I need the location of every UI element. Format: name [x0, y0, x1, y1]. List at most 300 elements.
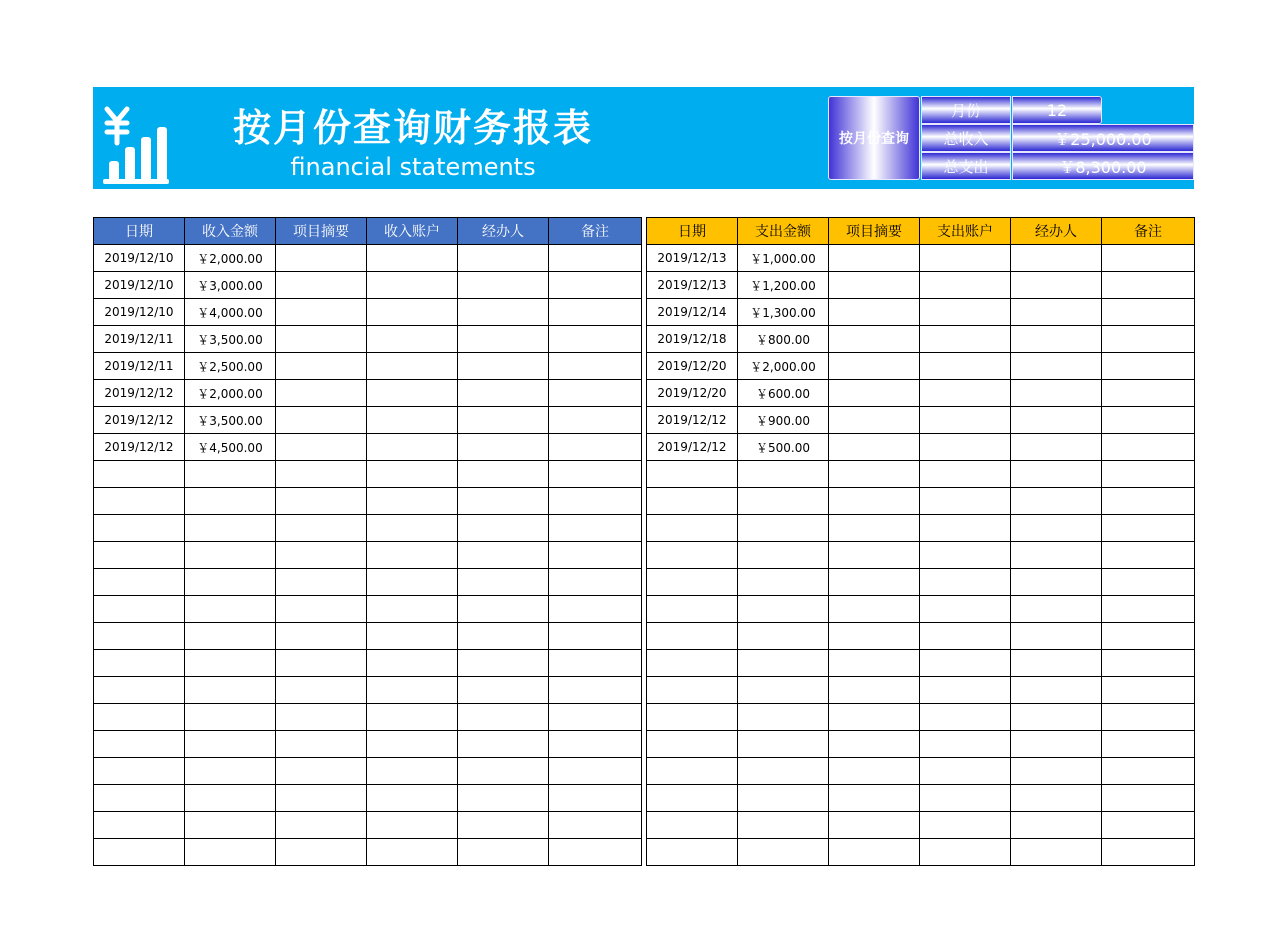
income-table-row	[94, 272, 642, 299]
income-table-cell[interactable]	[276, 596, 367, 623]
income-table-cell[interactable]	[367, 245, 458, 272]
income-table-cell[interactable]	[276, 515, 367, 542]
expense-table-cell[interactable]	[647, 515, 738, 542]
income-table-cell[interactable]	[185, 758, 276, 785]
income-table-cell[interactable]	[549, 272, 642, 299]
income-table-cell[interactable]	[367, 704, 458, 731]
expense-table-cell[interactable]	[920, 677, 1011, 704]
income-table-cell[interactable]	[94, 839, 185, 866]
expense-table-row	[647, 812, 1195, 839]
expense-table-cell[interactable]	[1011, 812, 1102, 839]
expense-table-cell[interactable]	[1011, 650, 1102, 677]
income-table-cell[interactable]	[367, 272, 458, 299]
income-table-cell[interactable]	[549, 731, 642, 758]
expense-table-cell[interactable]	[1011, 326, 1102, 353]
expense-table-cell[interactable]	[738, 461, 829, 488]
income-table-cell[interactable]	[276, 461, 367, 488]
income-table-cell[interactable]: ￥2,000.00	[185, 380, 276, 407]
income-table-cell[interactable]	[94, 677, 185, 704]
income-table-row	[94, 488, 642, 515]
income-table-cell[interactable]	[458, 704, 549, 731]
expense-table-cell[interactable]	[829, 434, 920, 461]
expense-table-cell[interactable]	[738, 542, 829, 569]
expense-table-cell[interactable]: ￥1,000.00	[738, 245, 829, 272]
income-table-cell[interactable]	[94, 515, 185, 542]
expense-table-cell[interactable]: 2019/12/12	[647, 407, 738, 434]
income-table-row	[94, 461, 642, 488]
expense-table-cell[interactable]	[1102, 515, 1195, 542]
expense-table-cell[interactable]	[1102, 596, 1195, 623]
expense-table-cell[interactable]: ￥1,300.00	[738, 299, 829, 326]
expense-table-cell[interactable]	[920, 569, 1011, 596]
income-table-cell[interactable]	[367, 434, 458, 461]
expense-table-cell[interactable]	[829, 407, 920, 434]
income-table-cell[interactable]	[367, 650, 458, 677]
income-table-cell[interactable]	[185, 704, 276, 731]
total-income-value: ￥25,000.00	[1012, 124, 1194, 152]
expense-table-cell[interactable]	[1102, 326, 1195, 353]
expense-table-cell[interactable]	[920, 326, 1011, 353]
income-table-cell[interactable]	[185, 650, 276, 677]
expense-table-cell[interactable]	[738, 515, 829, 542]
income-table-cell[interactable]: 2019/12/12	[94, 380, 185, 407]
income-table-cell[interactable]	[94, 704, 185, 731]
income-table-cell[interactable]	[549, 677, 642, 704]
expense-table-cell[interactable]	[920, 785, 1011, 812]
income-table-row	[94, 731, 642, 758]
income-table-cell[interactable]	[94, 542, 185, 569]
expense-table-cell[interactable]: 2019/12/12	[647, 434, 738, 461]
expense-table-cell[interactable]	[829, 353, 920, 380]
expense-table-cell[interactable]	[920, 704, 1011, 731]
expense-table-cell[interactable]	[1011, 272, 1102, 299]
income-table-cell[interactable]	[367, 569, 458, 596]
expense-table-cell[interactable]	[1102, 461, 1195, 488]
expense-table-cell[interactable]	[829, 758, 920, 785]
income-table-cell[interactable]	[185, 677, 276, 704]
income-table-cell[interactable]	[367, 677, 458, 704]
expense-table-cell[interactable]	[920, 272, 1011, 299]
expense-column-header: 日期	[647, 218, 738, 245]
expense-table-cell[interactable]: ￥500.00	[738, 434, 829, 461]
income-table-cell[interactable]	[185, 623, 276, 650]
expense-table-cell[interactable]	[920, 461, 1011, 488]
expense-table-cell[interactable]	[1102, 299, 1195, 326]
income-table-cell[interactable]	[94, 785, 185, 812]
income-table-cell[interactable]	[549, 758, 642, 785]
income-table-cell[interactable]	[549, 542, 642, 569]
income-table-cell[interactable]	[94, 650, 185, 677]
expense-table-cell[interactable]	[738, 704, 829, 731]
income-table-cell[interactable]	[185, 596, 276, 623]
income-table-cell[interactable]	[276, 299, 367, 326]
income-table-cell[interactable]: 2019/12/11	[94, 353, 185, 380]
income-table-cell[interactable]	[367, 785, 458, 812]
expense-table-cell[interactable]	[738, 488, 829, 515]
expense-table-cell[interactable]	[1011, 461, 1102, 488]
income-table-cell[interactable]	[458, 245, 549, 272]
expense-table-cell[interactable]: ￥1,200.00	[738, 272, 829, 299]
expense-table-cell[interactable]	[1011, 758, 1102, 785]
income-table-row	[94, 542, 642, 569]
income-table-cell[interactable]	[276, 623, 367, 650]
expense-table-cell[interactable]	[829, 596, 920, 623]
expense-table-cell[interactable]	[920, 299, 1011, 326]
expense-column-header: 支出金额	[738, 218, 829, 245]
expense-table-cell[interactable]	[829, 569, 920, 596]
expense-table-cell[interactable]	[829, 677, 920, 704]
expense-table-cell[interactable]	[647, 650, 738, 677]
expense-table-row	[647, 758, 1195, 785]
income-table-cell[interactable]: ￥3,500.00	[185, 326, 276, 353]
expense-table-cell[interactable]	[1011, 407, 1102, 434]
income-table-cell[interactable]	[276, 326, 367, 353]
income-table-cell[interactable]	[458, 839, 549, 866]
expense-table-cell[interactable]	[738, 677, 829, 704]
income-table-cell[interactable]	[458, 812, 549, 839]
expense-table-cell[interactable]	[647, 758, 738, 785]
income-table-cell[interactable]	[367, 353, 458, 380]
income-table-cell[interactable]	[367, 515, 458, 542]
income-table-cell[interactable]	[458, 515, 549, 542]
expense-table-cell[interactable]	[829, 731, 920, 758]
income-table-cell[interactable]	[185, 515, 276, 542]
expense-table-cell[interactable]	[647, 569, 738, 596]
income-table-cell[interactable]	[549, 515, 642, 542]
income-table-cell[interactable]	[458, 623, 549, 650]
income-table-cell[interactable]	[549, 488, 642, 515]
expense-table-cell[interactable]	[829, 785, 920, 812]
expense-table-cell[interactable]	[1011, 245, 1102, 272]
expense-table-row	[647, 353, 1195, 380]
expense-table-cell[interactable]	[738, 650, 829, 677]
income-table-cell[interactable]	[367, 812, 458, 839]
expense-table-cell[interactable]	[829, 461, 920, 488]
income-table-cell[interactable]	[185, 731, 276, 758]
income-table-cell[interactable]	[276, 839, 367, 866]
income-table-cell[interactable]: ￥3,000.00	[185, 272, 276, 299]
expense-table-cell[interactable]	[1011, 785, 1102, 812]
expense-table-cell[interactable]: 2019/12/20	[647, 380, 738, 407]
expense-table-cell[interactable]	[829, 515, 920, 542]
expense-table-cell[interactable]	[1102, 812, 1195, 839]
expense-table-cell[interactable]	[920, 650, 1011, 677]
expense-table-cell[interactable]	[829, 272, 920, 299]
income-table-cell[interactable]	[276, 272, 367, 299]
expense-table-row	[647, 380, 1195, 407]
income-table-cell[interactable]: ￥4,000.00	[185, 299, 276, 326]
expense-table-cell[interactable]	[920, 542, 1011, 569]
income-table-cell[interactable]: ￥2,000.00	[185, 245, 276, 272]
income-table-cell[interactable]	[549, 380, 642, 407]
page-subtitle: financial statements	[290, 153, 536, 181]
income-table-cell[interactable]	[94, 596, 185, 623]
income-table-cell[interactable]	[458, 569, 549, 596]
income-table-cell[interactable]	[549, 785, 642, 812]
expense-table-cell[interactable]	[829, 299, 920, 326]
income-table-row	[94, 407, 642, 434]
expense-table-row	[647, 731, 1195, 758]
income-table-cell[interactable]	[276, 650, 367, 677]
income-table-cell[interactable]	[458, 461, 549, 488]
income-table-cell[interactable]	[458, 353, 549, 380]
expense-table-cell[interactable]	[1102, 488, 1195, 515]
expense-table-cell[interactable]	[738, 758, 829, 785]
income-table-cell[interactable]	[276, 785, 367, 812]
income-table-cell[interactable]	[276, 488, 367, 515]
income-table-cell[interactable]	[367, 542, 458, 569]
income-table-cell[interactable]	[185, 785, 276, 812]
expense-table-cell[interactable]	[920, 596, 1011, 623]
expense-table-cell[interactable]	[647, 785, 738, 812]
income-table-cell[interactable]	[367, 731, 458, 758]
income-table-cell[interactable]	[367, 326, 458, 353]
income-table-cell[interactable]: 2019/12/10	[94, 245, 185, 272]
income-table-cell[interactable]: ￥2,500.00	[185, 353, 276, 380]
income-table-cell[interactable]	[367, 380, 458, 407]
income-table-cell[interactable]	[549, 812, 642, 839]
expense-table-cell[interactable]	[647, 839, 738, 866]
income-table-cell[interactable]	[458, 542, 549, 569]
income-table-cell[interactable]	[458, 785, 549, 812]
expense-table-cell[interactable]	[738, 623, 829, 650]
income-table-cell[interactable]: ￥4,500.00	[185, 434, 276, 461]
income-table-cell[interactable]	[94, 488, 185, 515]
expense-table-cell[interactable]	[738, 839, 829, 866]
income-table-cell[interactable]	[458, 380, 549, 407]
expense-table-cell[interactable]	[1011, 731, 1102, 758]
income-table-cell[interactable]	[276, 812, 367, 839]
income-table-cell[interactable]	[94, 731, 185, 758]
expense-table-cell[interactable]	[647, 704, 738, 731]
income-table-cell[interactable]	[94, 758, 185, 785]
expense-table-cell[interactable]	[920, 353, 1011, 380]
expense-table-cell[interactable]	[829, 245, 920, 272]
income-table-cell[interactable]	[94, 623, 185, 650]
expense-table-cell[interactable]	[738, 569, 829, 596]
expense-table-cell[interactable]	[1011, 704, 1102, 731]
income-table-cell[interactable]	[185, 488, 276, 515]
income-table-cell[interactable]	[549, 434, 642, 461]
income-table-cell[interactable]	[367, 488, 458, 515]
expense-table-cell[interactable]	[647, 596, 738, 623]
expense-table-cell[interactable]	[1102, 785, 1195, 812]
expense-table-cell[interactable]	[1011, 299, 1102, 326]
income-table-cell[interactable]	[458, 488, 549, 515]
expense-table-cell[interactable]	[920, 515, 1011, 542]
expense-table-cell[interactable]	[1011, 353, 1102, 380]
expense-table-cell[interactable]	[738, 596, 829, 623]
expense-table-cell[interactable]	[647, 461, 738, 488]
income-table-cell[interactable]	[276, 758, 367, 785]
expense-table-cell[interactable]	[1011, 434, 1102, 461]
expense-table-cell[interactable]	[1102, 731, 1195, 758]
expense-table-cell[interactable]	[829, 542, 920, 569]
income-table-cell[interactable]	[549, 461, 642, 488]
income-table-cell[interactable]	[367, 758, 458, 785]
expense-table-cell[interactable]	[920, 731, 1011, 758]
expense-table-cell[interactable]	[829, 380, 920, 407]
expense-table-cell[interactable]	[829, 839, 920, 866]
income-table-cell[interactable]	[367, 407, 458, 434]
expense-table-cell[interactable]	[738, 731, 829, 758]
expense-table-cell[interactable]	[1102, 704, 1195, 731]
expense-table-cell[interactable]: ￥2,000.00	[738, 353, 829, 380]
income-table-cell[interactable]	[549, 650, 642, 677]
expense-table-row	[647, 326, 1195, 353]
income-table-cell[interactable]	[185, 839, 276, 866]
expense-table-cell[interactable]	[647, 542, 738, 569]
income-table-cell[interactable]: 2019/12/10	[94, 299, 185, 326]
income-table-cell[interactable]	[276, 677, 367, 704]
expense-table-cell[interactable]	[647, 731, 738, 758]
income-table-cell[interactable]	[276, 353, 367, 380]
expense-table-cell[interactable]	[920, 488, 1011, 515]
income-table-cell[interactable]	[549, 299, 642, 326]
expense-table-cell[interactable]	[1102, 272, 1195, 299]
expense-column-header: 备注	[1102, 218, 1195, 245]
expense-table-cell[interactable]	[1011, 569, 1102, 596]
expense-table-cell[interactable]	[920, 839, 1011, 866]
income-table-cell[interactable]	[276, 542, 367, 569]
expense-table-cell[interactable]	[829, 650, 920, 677]
income-table-cell[interactable]	[276, 704, 367, 731]
expense-table-cell[interactable]: 2019/12/13	[647, 272, 738, 299]
expense-table-cell[interactable]	[829, 812, 920, 839]
income-table-cell[interactable]	[367, 839, 458, 866]
expense-table-cell[interactable]	[1102, 677, 1195, 704]
expense-table-cell[interactable]	[920, 812, 1011, 839]
month-label: 月份	[921, 96, 1011, 124]
expense-table-cell[interactable]	[738, 812, 829, 839]
income-table-cell[interactable]	[185, 569, 276, 596]
income-table-cell[interactable]	[549, 569, 642, 596]
expense-table-cell[interactable]: 2019/12/13	[647, 245, 738, 272]
income-table-cell[interactable]: 2019/12/12	[94, 407, 185, 434]
income-table-cell[interactable]	[549, 596, 642, 623]
income-table-cell[interactable]	[367, 461, 458, 488]
income-table-cell[interactable]	[276, 380, 367, 407]
income-table-cell[interactable]	[458, 731, 549, 758]
expense-table-cell[interactable]: 2019/12/14	[647, 299, 738, 326]
income-table-cell[interactable]	[276, 569, 367, 596]
expense-table-cell[interactable]	[647, 623, 738, 650]
income-table-cell[interactable]	[458, 758, 549, 785]
income-table-cell[interactable]	[549, 704, 642, 731]
expense-table-cell[interactable]	[1011, 515, 1102, 542]
income-table-cell[interactable]	[367, 299, 458, 326]
expense-table-cell[interactable]	[920, 245, 1011, 272]
income-table-cell[interactable]	[549, 326, 642, 353]
income-table-cell[interactable]	[185, 461, 276, 488]
expense-table-cell[interactable]	[1102, 758, 1195, 785]
income-table-cell[interactable]	[276, 731, 367, 758]
expense-table-cell[interactable]	[1011, 542, 1102, 569]
expense-table-cell[interactable]	[738, 785, 829, 812]
income-table-cell[interactable]	[549, 839, 642, 866]
expense-table-cell[interactable]	[1011, 596, 1102, 623]
income-table-cell[interactable]	[94, 812, 185, 839]
expense-table-cell[interactable]	[1102, 569, 1195, 596]
income-table-cell[interactable]	[458, 677, 549, 704]
income-table-cell[interactable]	[458, 272, 549, 299]
expense-table-cell[interactable]: ￥600.00	[738, 380, 829, 407]
expense-table-cell[interactable]	[1011, 839, 1102, 866]
expense-table-row	[647, 488, 1195, 515]
expense-table-cell[interactable]	[1102, 839, 1195, 866]
expense-table-cell[interactable]	[1102, 434, 1195, 461]
expense-table-cell[interactable]: 2019/12/18	[647, 326, 738, 353]
expense-table-cell[interactable]	[920, 380, 1011, 407]
income-table-cell[interactable]	[549, 407, 642, 434]
expense-table-cell[interactable]	[920, 623, 1011, 650]
income-table-cell[interactable]	[94, 461, 185, 488]
expense-table-cell[interactable]	[647, 488, 738, 515]
expense-table-cell[interactable]	[920, 758, 1011, 785]
income-table-cell[interactable]	[549, 623, 642, 650]
income-table-cell[interactable]	[94, 569, 185, 596]
income-table-row	[94, 434, 642, 461]
income-table-cell[interactable]	[458, 650, 549, 677]
month-input[interactable]: 12	[1012, 96, 1102, 124]
expense-table-cell[interactable]	[1102, 542, 1195, 569]
income-table-cell[interactable]: 2019/12/12	[94, 434, 185, 461]
expense-table-cell[interactable]	[1102, 650, 1195, 677]
expense-table-cell[interactable]	[920, 434, 1011, 461]
income-table-cell[interactable]	[367, 623, 458, 650]
expense-table-cell[interactable]	[829, 488, 920, 515]
expense-table-cell[interactable]	[1102, 407, 1195, 434]
expense-table-cell[interactable]	[1102, 380, 1195, 407]
income-table-cell[interactable]: ￥3,500.00	[185, 407, 276, 434]
income-table-cell[interactable]	[367, 596, 458, 623]
income-column-header: 备注	[549, 218, 642, 245]
income-table-cell[interactable]	[185, 812, 276, 839]
expense-table-cell[interactable]	[829, 704, 920, 731]
income-table-cell[interactable]	[458, 299, 549, 326]
income-table-cell[interactable]	[458, 407, 549, 434]
income-table-cell[interactable]	[458, 596, 549, 623]
expense-table-cell[interactable]	[829, 623, 920, 650]
income-table-cell[interactable]	[276, 245, 367, 272]
expense-table-cell[interactable]	[920, 407, 1011, 434]
income-table-cell[interactable]	[458, 434, 549, 461]
expense-table-cell[interactable]: 2019/12/20	[647, 353, 738, 380]
expense-table-cell[interactable]: ￥900.00	[738, 407, 829, 434]
expense-table-cell[interactable]	[647, 812, 738, 839]
expense-table-cell[interactable]	[1102, 245, 1195, 272]
income-table-cell[interactable]: 2019/12/10	[94, 272, 185, 299]
income-table-cell[interactable]	[276, 434, 367, 461]
expense-table-cell[interactable]	[1011, 677, 1102, 704]
income-table-row	[94, 812, 642, 839]
expense-table-cell[interactable]: ￥800.00	[738, 326, 829, 353]
expense-table-cell[interactable]	[1011, 623, 1102, 650]
income-table-cell[interactable]	[549, 353, 642, 380]
income-table-row	[94, 515, 642, 542]
expense-table-cell[interactable]	[1102, 353, 1195, 380]
income-table-cell[interactable]	[276, 407, 367, 434]
expense-table-cell[interactable]	[829, 326, 920, 353]
income-table-cell[interactable]	[458, 326, 549, 353]
expense-table-cell[interactable]	[1011, 488, 1102, 515]
expense-table-cell[interactable]	[1011, 380, 1102, 407]
income-table-cell[interactable]: 2019/12/11	[94, 326, 185, 353]
expense-table-cell[interactable]	[1102, 623, 1195, 650]
income-table-cell[interactable]	[549, 245, 642, 272]
expense-table-cell[interactable]	[647, 677, 738, 704]
income-table-cell[interactable]	[185, 542, 276, 569]
